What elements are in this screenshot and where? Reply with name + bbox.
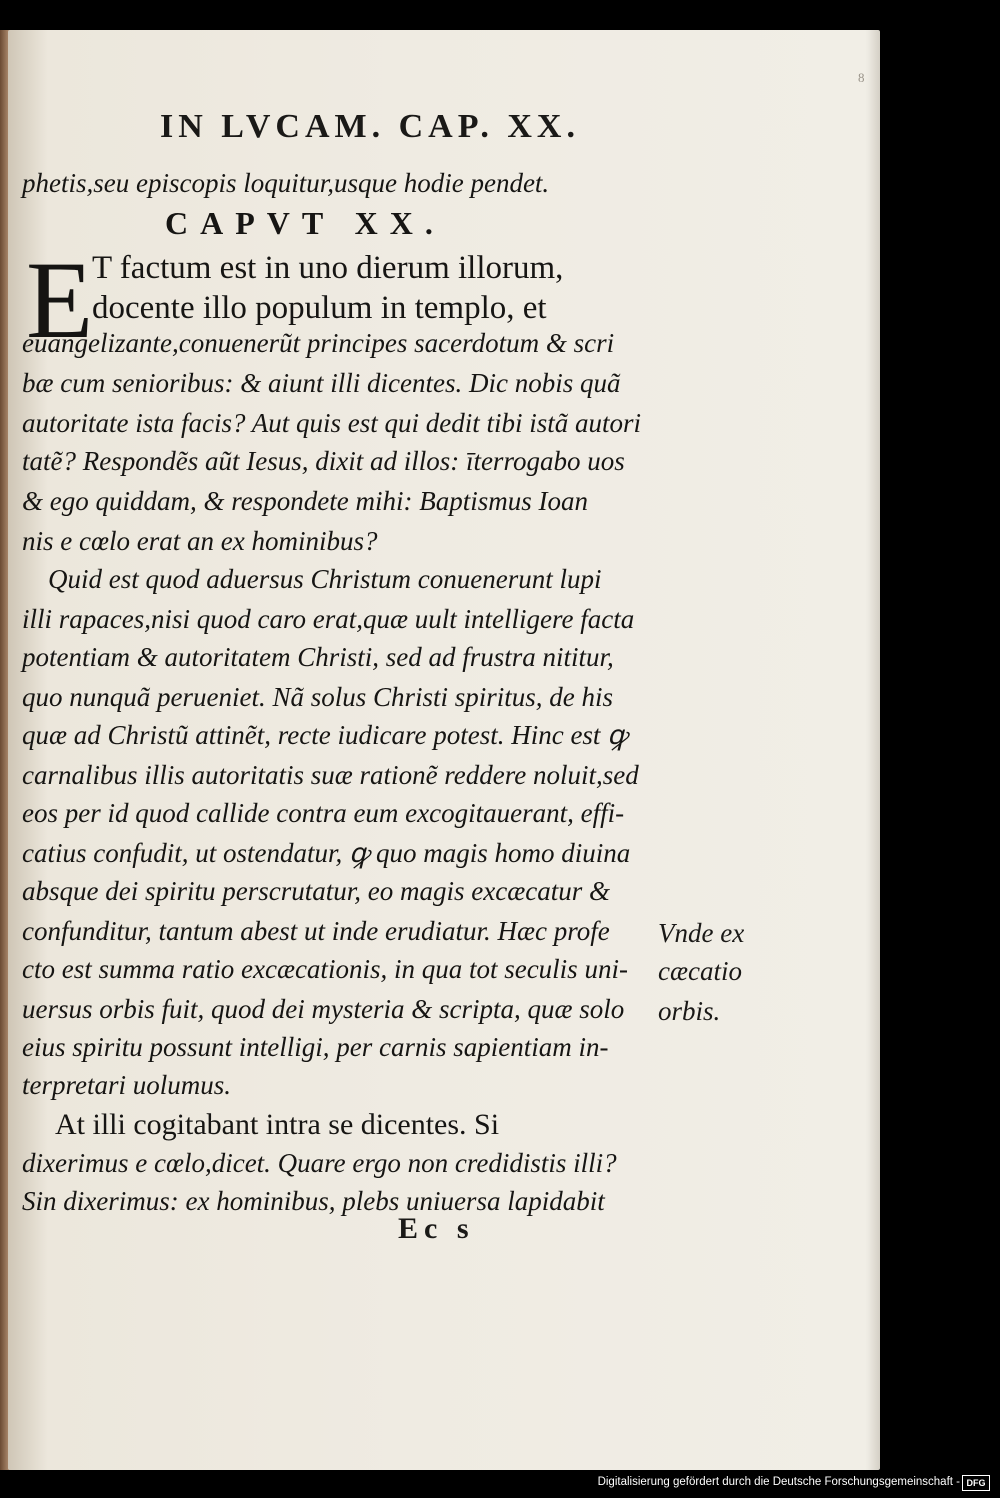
book-leaf xyxy=(8,30,880,1470)
body-line: euangelizante,conuenerũt principes sacerdotum & scri xyxy=(22,328,615,358)
body-line: confunditur, tantum abest ut inde erudiatur. Hæc profe xyxy=(22,916,610,946)
body-line: At illi cogitabant intra se dicentes. Si xyxy=(55,1108,500,1141)
body-line: potentiam & autoritatem Christi, sed ad frustra nititur, xyxy=(22,642,614,672)
body-line: bæ cum senioribus: & aiunt illi dicentes. Dic nobis quã xyxy=(22,368,621,398)
running-head: IN LVCAM. CAP. XX. xyxy=(160,108,580,145)
body-line: quo nunquã perueniet. Nã solus Christi spiritus, de his xyxy=(22,682,614,712)
body-line: docente illo populum in templo, et xyxy=(92,290,547,326)
body-line: absque dei spiritu perscrutatur, eo magis excæcatur & xyxy=(22,876,610,906)
body-line: illi rapaces,nisi quod caro erat,quæ uult intelligere facta xyxy=(22,604,635,634)
body-line: carnalibus illis autoritatis suæ rationẽ reddere noluit,sed xyxy=(22,760,639,790)
drop-initial: E xyxy=(26,239,94,361)
footer-credit: Digitalisierung gefördert durch die Deutsche Forschungsgemeinschaft - xyxy=(597,1476,960,1488)
body-line: T factum est in uno dierum illorum, xyxy=(92,250,564,286)
body-line: & ego quiddam, & respondete mihi: Baptismus Ioan xyxy=(22,486,588,516)
margin-note-line: Vnde ex xyxy=(658,918,745,948)
body-line: tatẽ? Respondẽs aũt Iesus, dixit ad illos: īterrogabo uos xyxy=(22,446,625,476)
body-line: Quid est quod aduersus Christum conuenerunt lupi xyxy=(48,564,602,594)
margin-note-line: orbis. xyxy=(658,996,721,1026)
folio-number: 8 xyxy=(858,70,865,85)
body-line: Sin dixerimus: ex hominibus, plebs uniuersa lapidabit xyxy=(22,1186,605,1216)
margin-note-line: cæcatio xyxy=(658,956,742,986)
signature-mark: Ec s xyxy=(398,1212,475,1245)
carry-over-line: phetis,seu episcopis loquitur,usque hodie pendet. xyxy=(22,168,550,198)
body-line: nis e cœlo erat an ex hominibus? xyxy=(22,526,378,556)
body-line: terpretari uolumus. xyxy=(22,1070,231,1100)
leaf-edge-shadow xyxy=(865,30,880,1470)
body-line: eius spiritu possunt intelligi, per carnis sapientiam in- xyxy=(22,1032,609,1062)
chapter-heading: CAPVT XX. xyxy=(165,205,445,241)
body-line: autoritate ista facis? Aut quis est qui dedit tibi istã autori xyxy=(22,408,642,438)
body-line: quæ ad Christũ attinẽt, recte iudicare potest. Hinc est ꝙ xyxy=(22,720,628,750)
body-line: cto est summa ratio excæcationis, in qua tot seculis uni- xyxy=(22,954,628,984)
body-line: catius confudit, ut ostendatur, ꝙ quo magis homo diuina xyxy=(22,838,631,868)
dfg-logo: DFG xyxy=(962,1475,990,1491)
body-line: uersus orbis fuit, quod dei mysteria & scripta, quæ solo xyxy=(22,994,625,1024)
body-line: eos per id quod callide contra eum excogitauerant, effi- xyxy=(22,798,625,828)
body-line: dixerimus e cœlo,dicet. Quare ergo non credidistis illi? xyxy=(22,1148,617,1178)
